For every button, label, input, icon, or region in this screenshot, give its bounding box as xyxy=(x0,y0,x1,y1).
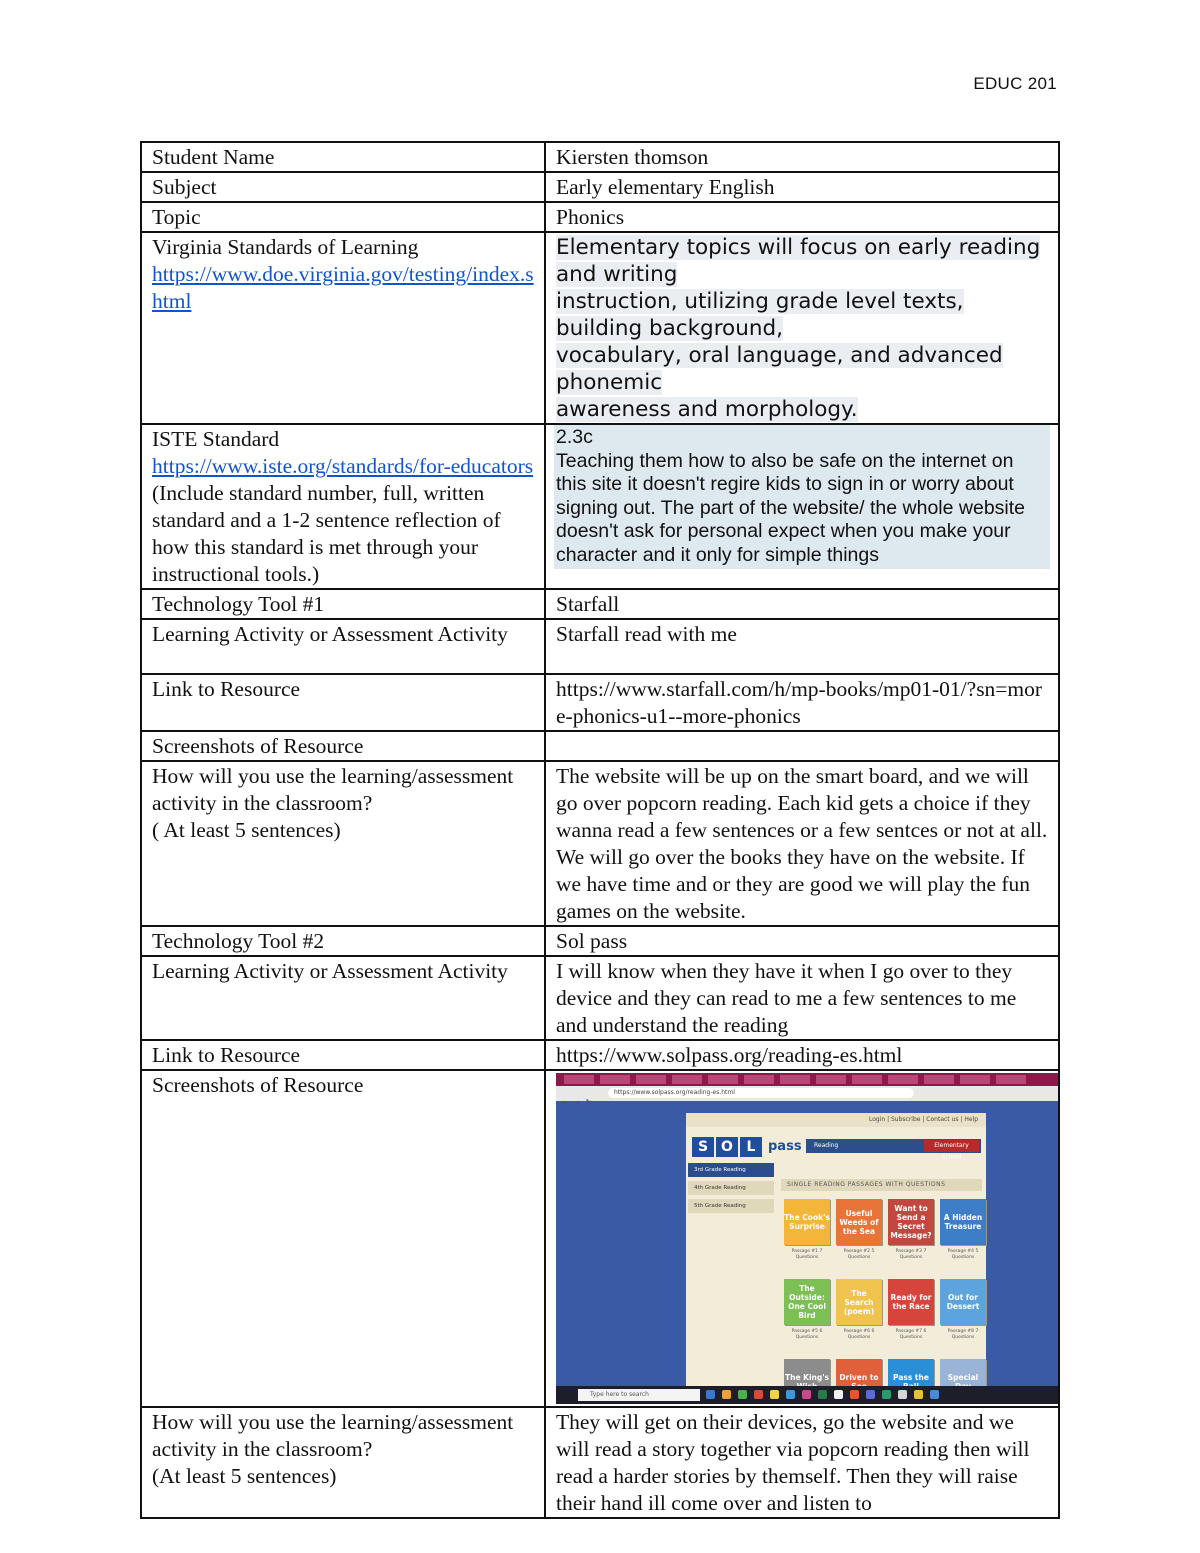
table-row xyxy=(141,424,1059,589)
reading-passage-caption: Passage #2 5 Questions xyxy=(843,1249,875,1260)
value-activity1: Starfall read with me xyxy=(545,619,1059,674)
reading-passage-tile: Pass the xyxy=(888,1359,934,1404)
solpass-heading: SINGLE READING PASSAGES WITH QUESTIONS xyxy=(781,1179,982,1191)
solpass-subject-bar: Reading Elementary School xyxy=(806,1139,981,1153)
value-link1: https://www.starfall.com/h/mp-books/mp01-01/?sn=more-phonics-u1--more-phonics xyxy=(545,674,1059,731)
solpass-logo: S O L pass xyxy=(692,1137,802,1157)
iste-label-note: (Include standard number, full, written standard and a 1-2 sentence reflection of how this standard is met through your instructional tools.) xyxy=(152,481,501,586)
reading-passage-tile: Special xyxy=(940,1359,986,1404)
reading-passage-tile: Driven to xyxy=(836,1359,882,1404)
label-iste-cell xyxy=(141,424,545,589)
reading-passage-caption: Passage #3 7 Questions xyxy=(895,1249,927,1260)
label-student-name: Student Name xyxy=(141,142,545,172)
solpass-side-nav xyxy=(688,1163,774,1217)
value-topic: Phonics xyxy=(545,202,1059,232)
sol-line: awareness and morphology. xyxy=(556,397,858,422)
table-row xyxy=(141,674,1059,731)
label-subject: Subject xyxy=(141,172,545,202)
label-virginia-sol-cell xyxy=(141,232,545,424)
label-screens1: Screenshots of Resource xyxy=(141,731,545,761)
sol-line: instruction, utilizing grade level texts, building background, xyxy=(556,289,964,341)
value-subject: Early elementary English xyxy=(545,172,1059,202)
taskbar-search: Type here to search xyxy=(578,1389,700,1401)
label-use1-note: ( At least 5 sentences) xyxy=(152,818,341,842)
table-row xyxy=(141,619,1059,674)
iste-highlight-box xyxy=(554,425,1050,569)
label-activity2: Learning Activity or Assessment Activity xyxy=(141,956,545,1040)
reading-passage-caption: Passage #8 7 Questions xyxy=(947,1329,979,1340)
value-activity2: I will know when they have it when I go over to they device and they can read to me a few sentences to me and understand the reading xyxy=(545,956,1059,1040)
value-virginia-sol xyxy=(545,232,1059,424)
value-student-name: Kiersten thomson xyxy=(545,142,1059,172)
iste-standard-number: 2.3c xyxy=(556,426,593,448)
course-code-header: EDUC 201 xyxy=(973,74,1057,93)
iste-reflection: Teaching them how to also be safe on the internet on this site it doesn't regire kids to sign in or worry about signing out. The part of the website/ the whole website doesn't ask for personal expect when you make your character and it only for simple things xyxy=(556,449,1026,566)
lesson-plan-table xyxy=(140,141,1060,1519)
solpass-top-links: Login | Subscribe | Contact us | Help xyxy=(686,1113,986,1127)
table-row xyxy=(141,731,1059,761)
table-row xyxy=(141,956,1059,1040)
reading-passage-tile: The Outside: One Cool Bird xyxy=(784,1279,830,1325)
label-use1-cell xyxy=(141,761,545,926)
iste-link[interactable]: https://www.iste.org/standards/for-educators xyxy=(152,454,534,478)
solpass-screenshot xyxy=(556,1073,1059,1404)
reading-passage-tile: Useful Weeds of the Sea xyxy=(836,1199,882,1245)
table-row xyxy=(141,926,1059,956)
reading-passage-caption: Passage #7 6 Questions xyxy=(895,1329,927,1340)
reading-passage-tile: The King's xyxy=(784,1359,830,1404)
label-tool2: Technology Tool #2 xyxy=(141,926,545,956)
browser-address-bar xyxy=(556,1086,1059,1107)
side-item: 4th Grade Reading xyxy=(688,1181,774,1195)
label-screens2: Screenshots of Resource xyxy=(141,1070,545,1407)
table-row xyxy=(141,202,1059,232)
label-use2-cell xyxy=(141,1407,545,1518)
virginia-sol-link[interactable]: https://www.doe.virginia.gov/testing/index.shtml xyxy=(152,262,534,313)
reading-passage-tile: Out for Dessert xyxy=(940,1279,986,1325)
label-link2: Link to Resource xyxy=(141,1040,545,1070)
label-use1: How will you use the learning/assessment activity in the classroom? xyxy=(152,764,514,815)
solpass-site xyxy=(686,1113,986,1398)
value-tool2: Sol pass xyxy=(545,926,1059,956)
browser-nav-icons: ←→↻ xyxy=(562,1098,598,1107)
table-row xyxy=(141,761,1059,926)
table-row xyxy=(141,232,1059,424)
table-row xyxy=(141,1040,1059,1070)
table-row xyxy=(141,142,1059,172)
value-screens1 xyxy=(545,731,1059,761)
reading-passage-tile: The Cook's Surprise xyxy=(784,1199,830,1245)
sol-line: vocabulary, oral language, and advanced phonemic xyxy=(556,343,1003,395)
windows-taskbar xyxy=(556,1386,1059,1404)
value-link2: https://www.solpass.org/reading-es.html xyxy=(545,1040,1059,1070)
label-topic: Topic xyxy=(141,202,545,232)
table-row xyxy=(141,1407,1059,1518)
reading-passage-tile: The Search (poem) xyxy=(836,1279,882,1325)
browser-tab-strip xyxy=(556,1073,1059,1086)
reading-passage-tile: A Hidden Treasure xyxy=(940,1199,986,1245)
label-tool1: Technology Tool #1 xyxy=(141,589,545,619)
browser-url: https://www.solpass.org/reading-es.html xyxy=(608,1088,914,1098)
label-activity1: Learning Activity or Assessment Activity xyxy=(141,619,545,674)
table-row xyxy=(141,1070,1059,1407)
value-tool1: Starfall xyxy=(545,589,1059,619)
label-virginia-sol: Virginia Standards of Learning xyxy=(152,235,419,259)
table-row xyxy=(141,172,1059,202)
value-use2: They will get on their devices, go the website and we will read a story together via popcorn reading then will read a harder stories by themself. Then they will raise their hand ill come over and listen to xyxy=(545,1407,1059,1518)
label-link1: Link to Resource xyxy=(141,674,545,731)
reading-passage-caption: Passage #1 7 Questions xyxy=(791,1249,823,1260)
label-use2: How will you use the learning/assessment activity in the classroom? xyxy=(152,1410,514,1461)
value-use1: The website will be up on the smart board, and we will go over popcorn reading. Each kid gets a choice if they wanna read a few sentences or a few sentces or not at all. We will go over the books they have on the website. If we have time and or they are good we will play the fun games on the website. xyxy=(545,761,1059,926)
reading-passage-caption: Passage #6 6 Questions xyxy=(843,1329,875,1340)
label-iste: ISTE Standard xyxy=(152,427,280,451)
reading-passage-tile: Ready for the Race xyxy=(888,1279,934,1325)
side-item: 5th Grade Reading xyxy=(688,1199,774,1213)
label-use2-note: (At least 5 sentences) xyxy=(152,1464,337,1488)
value-iste-cell xyxy=(545,424,1059,589)
reading-passage-caption: Passage #5 6 Questions xyxy=(791,1329,823,1340)
table-row xyxy=(141,589,1059,619)
side-item: 3rd Grade Reading xyxy=(688,1163,774,1177)
reading-passage-tile: Want to Send a Secret Message? xyxy=(888,1199,934,1245)
value-screens2 xyxy=(545,1070,1059,1407)
sol-line: Elementary topics will focus on early reading and writing xyxy=(556,235,1041,287)
reading-passage-caption: Passage #4 5 Questions xyxy=(947,1249,979,1260)
